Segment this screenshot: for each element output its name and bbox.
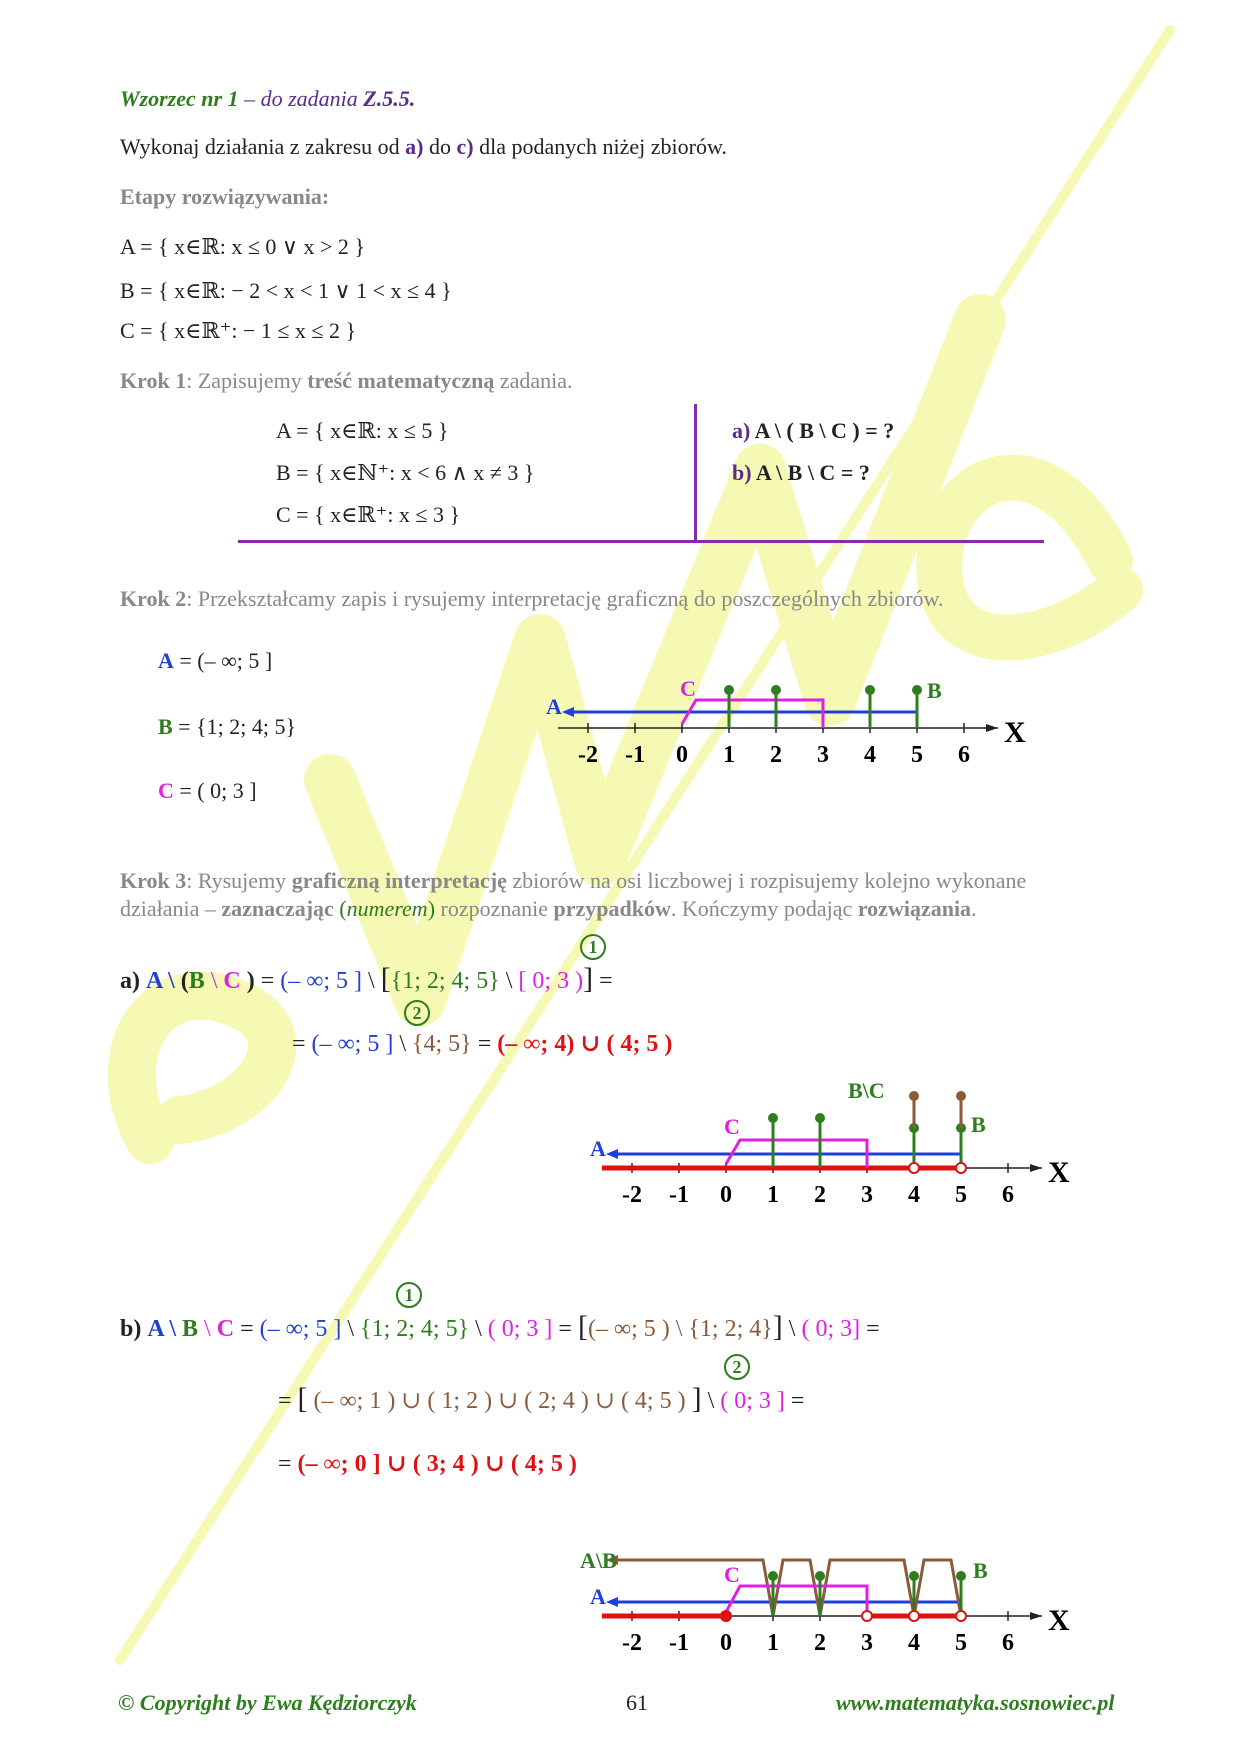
- title-mid: – do zadania: [238, 86, 364, 111]
- set-c-value: = ( 0; 3 ]: [173, 778, 257, 803]
- krok3-line-1: [120, 868, 1026, 894]
- krok1-underline: [238, 540, 1044, 543]
- footer-url[interactable]: www.matematyka.sosnowiec.pl: [836, 1690, 1115, 1715]
- part-b-line2-minus: \: [701, 1388, 721, 1414]
- part-b-bracket-close: ]: [772, 1310, 783, 1343]
- set-b-label: B: [971, 1112, 986, 1137]
- general-set-b: B = { x∈ℝ: − 2 < x < 1 ∨ 1 < x ≤ 4 }: [120, 278, 452, 303]
- pattern-number: Wzorzec nr 1: [120, 86, 239, 111]
- part-b-B-set: {1; 2; 4; 5}: [360, 1316, 470, 1342]
- tick-label: -2: [622, 1182, 642, 1208]
- set-b-point-dot: [815, 1113, 825, 1123]
- intro-a: a): [405, 134, 424, 159]
- tick-label: -1: [669, 1182, 689, 1208]
- set-b-point-dot: [724, 685, 734, 695]
- open-endpoint: [909, 1163, 919, 1173]
- number-line-part-b: [580, 1500, 1170, 1656]
- part-b-line2-eq2: =: [784, 1388, 805, 1414]
- case-number-b1: [396, 1282, 422, 1308]
- set-b-label: B: [973, 1558, 988, 1583]
- part-a-C-interval: [ 0; 3 ): [518, 968, 584, 994]
- part-b-line-2: [278, 1382, 804, 1416]
- krok1-line: [120, 368, 573, 394]
- set-b-name: B: [158, 714, 173, 739]
- krok1-bold: treść matematyczną: [307, 368, 495, 393]
- x-axis-arrow: [1030, 1612, 1042, 1620]
- part-a-line-2: [292, 1028, 672, 1058]
- part-b-minus-3: \: [782, 1316, 802, 1342]
- part-a-bracket-close: ]: [583, 962, 594, 995]
- krok3-text-4: rozpoznanie: [435, 896, 554, 921]
- tick-label: 2: [814, 1630, 826, 1656]
- tick-label: 4: [864, 742, 876, 768]
- part-b-minus-2: \: [469, 1316, 488, 1342]
- krok1-set-a: A = { x∈ℝ: x ≤ 5 }: [276, 418, 449, 443]
- part-a-paren: (: [174, 968, 189, 994]
- set-b-point-dot: [771, 685, 781, 695]
- krok3-bold-3: przypadków: [553, 896, 671, 921]
- x-axis-label: X: [1048, 1156, 1070, 1189]
- tick-label: 5: [955, 1182, 967, 1208]
- krok2-set-a: [158, 648, 272, 674]
- part-b-C: C: [216, 1316, 235, 1342]
- part-a-label: a): [120, 968, 140, 994]
- krok3-paren-open: (: [333, 896, 347, 921]
- set-c-label: C: [680, 676, 696, 701]
- x-axis-arrow: [1030, 1164, 1042, 1172]
- krok3-text-3: działania –: [120, 896, 222, 921]
- part-a-sep: \: [204, 968, 224, 994]
- krok3-line-2: [120, 896, 977, 922]
- tick-label: 0: [720, 1182, 732, 1208]
- set-a-name: A: [158, 648, 174, 673]
- krok1-text-2: zadania.: [494, 368, 573, 393]
- set-bc-label: B\C: [848, 1078, 885, 1103]
- part-b-A-interval: (– ∞; 5 ]: [259, 1316, 342, 1342]
- krok3-bold-2: zaznaczając: [221, 896, 334, 921]
- part-b-result: (– ∞; 0 ] ∪ ( 3; 4 ) ∪ ( 4; 5 ): [297, 1451, 577, 1477]
- part-b-sep: \: [198, 1316, 217, 1342]
- krok3-text-6: .: [971, 896, 977, 921]
- exercise-ref: Z.5.5.: [363, 86, 416, 111]
- tick-label: 5: [911, 742, 923, 768]
- open-endpoint: [956, 1163, 966, 1173]
- question-b: [732, 460, 870, 486]
- intro-text-1: Wykonaj działania z zakresu od: [120, 134, 400, 159]
- tick-label: 2: [814, 1182, 826, 1208]
- intro-line: [120, 134, 727, 160]
- tick-label: 3: [861, 1182, 873, 1208]
- general-set-c: C = { x∈ℝ⁺: − 1 ≤ x ≤ 2 }: [120, 318, 357, 343]
- set-c-label: C: [724, 1114, 740, 1139]
- krok2-label: Krok 2: [120, 586, 187, 611]
- tick-label: 6: [1002, 1182, 1014, 1208]
- set-b-point-dot: [956, 1571, 966, 1581]
- krok3-text-5: . Kończymy podając: [670, 896, 858, 921]
- tick-label: 6: [958, 742, 970, 768]
- part-a-line2-minus: \: [393, 1031, 412, 1057]
- number-line-krok2: [546, 660, 1100, 780]
- krok1-divider: [694, 404, 697, 542]
- tick-label: 6: [1002, 1630, 1014, 1656]
- part-a-C: C: [223, 968, 241, 994]
- footer-copyright: © Copyright by Ewa Kędziorczyk: [118, 1690, 417, 1715]
- part-a-line2-eq2: =: [471, 1031, 498, 1057]
- part-a-line2-eq: =: [292, 1031, 312, 1057]
- x-axis-arrow: [986, 724, 998, 732]
- part-b-eq-2: =: [552, 1316, 578, 1342]
- tick-label: 1: [767, 1630, 779, 1656]
- set-c-interval: [682, 700, 823, 728]
- part-b-eq-3: =: [860, 1316, 880, 1342]
- x-axis-label: X: [1004, 716, 1026, 749]
- tick-label: -2: [578, 742, 598, 768]
- pattern-title: [120, 86, 415, 112]
- open-endpoint: [862, 1611, 872, 1621]
- part-b-line2-bracket-open: [: [297, 1382, 308, 1415]
- tick-label: 3: [861, 1630, 873, 1656]
- stages-heading: Etapy rozwiązywania:: [120, 184, 330, 209]
- case-circle: 2: [724, 1354, 750, 1380]
- intro-text-2: do: [429, 134, 451, 159]
- case-number-a2: [404, 1000, 430, 1026]
- part-b-C-interval: ( 0; 3 ]: [487, 1316, 553, 1342]
- case-number-b2: [724, 1354, 750, 1380]
- part-a-A-interval: (– ∞; 5 ]: [280, 968, 363, 994]
- set-a-label: A: [590, 1584, 606, 1609]
- krok1-text-1: : Zapisujemy: [186, 368, 308, 393]
- open-endpoint: [909, 1611, 919, 1621]
- set-b-point-dot: [912, 685, 922, 695]
- tick-label: 3: [817, 742, 829, 768]
- krok2-line: [120, 586, 943, 612]
- intro-c: c): [456, 134, 474, 159]
- part-a-eq: =: [254, 968, 281, 994]
- set-b-point-dot: [768, 1113, 778, 1123]
- krok1-set-c: C = { x∈ℝ⁺: x ≤ 3 }: [276, 502, 461, 527]
- set-bc-point-dot: [956, 1091, 966, 1101]
- set-b-label: B: [927, 678, 942, 703]
- set-a-value: = (– ∞; 5 ]: [173, 648, 273, 673]
- tick-label: -2: [622, 1630, 642, 1656]
- set-c-label: C: [724, 1562, 740, 1587]
- part-a-B: B: [188, 968, 205, 994]
- part-a-A: A \: [146, 968, 175, 994]
- part-a-result: (– ∞; 4) ∪ ( 4; 5 ): [497, 1031, 673, 1057]
- part-b-line2-bracket-close: ]: [691, 1382, 702, 1415]
- part-b-label: b): [120, 1316, 142, 1342]
- case-circle: 1: [396, 1282, 422, 1308]
- question-a: [732, 418, 894, 444]
- part-a-eq-2: =: [593, 968, 613, 994]
- tick-label: 2: [770, 742, 782, 768]
- part-a-minus-2: \: [499, 968, 519, 994]
- krok3-text-1: : Rysujemy: [186, 868, 292, 893]
- part-a-close: ): [240, 968, 255, 994]
- case-circle: 2: [404, 1000, 430, 1026]
- case-number-a1: [580, 934, 606, 960]
- tick-label: -1: [669, 1630, 689, 1656]
- part-b-B: B: [182, 1316, 199, 1342]
- general-set-a: A = { x∈ℝ: x ≤ 0 ∨ x > 2 }: [120, 234, 365, 259]
- krok3-label: Krok 3: [120, 868, 187, 893]
- case-circle: 1: [580, 934, 606, 960]
- krok1-label: Krok 1: [120, 368, 187, 393]
- krok3-text-2: zbiorów na osi liczbowej i rozpisujemy kolejno wykonane: [506, 868, 1027, 893]
- krok3-paren-close: ): [427, 896, 436, 921]
- part-a-line2-set: {4; 5}: [411, 1031, 472, 1057]
- part-a-B-set: {1; 2; 4; 5}: [390, 968, 500, 994]
- question-b-label: b): [732, 460, 752, 485]
- set-b-point-dot: [768, 1571, 778, 1581]
- set-a-label: A: [590, 1136, 606, 1161]
- question-b-text: A \ B \ C = ?: [755, 460, 870, 485]
- x-axis-label: X: [1048, 1604, 1070, 1637]
- krok3-bold-1: graficzną interpretację: [291, 868, 507, 893]
- tick-label: 1: [767, 1182, 779, 1208]
- set-b-value: = {1; 2; 4; 5}: [172, 714, 297, 739]
- set-bc-point-dot: [909, 1091, 919, 1101]
- krok3-numerem: numerem: [346, 896, 428, 921]
- page-number: 61: [626, 1690, 648, 1715]
- part-b-C-interval-2: ( 0; 3]: [801, 1316, 861, 1342]
- part-b-line2-eq: =: [278, 1388, 298, 1414]
- question-a-label: a): [732, 418, 751, 443]
- krok2-set-c: [158, 778, 257, 804]
- krok1-set-b: B = { x∈ℕ⁺: x < 6 ∧ x ≠ 3 }: [276, 460, 535, 485]
- set-a-label: A: [546, 694, 562, 719]
- tick-label: 4: [908, 1182, 920, 1208]
- part-a-minus: \: [362, 968, 381, 994]
- question-a-text: A \ ( B \ C ) = ?: [754, 418, 895, 443]
- set-c-name: C: [158, 778, 174, 803]
- part-b-AB: (– ∞; 5 ) \ {1; 2; 4}: [587, 1316, 773, 1342]
- closed-endpoint: [720, 1610, 732, 1622]
- tick-label: -1: [625, 742, 645, 768]
- part-b-line2-C: ( 0; 3 ]: [720, 1388, 785, 1414]
- krok2-text: : Przekształcamy zapis i rysujemy interpretację graficzną do poszczególnych zbiorów.: [186, 586, 944, 611]
- tick-label: 4: [908, 1630, 920, 1656]
- set-b-point-dot: [815, 1571, 825, 1581]
- part-b-minus: \: [341, 1316, 361, 1342]
- tick-label: 1: [723, 742, 735, 768]
- part-b-A: A \: [147, 1316, 177, 1342]
- part-a-line-1: [120, 962, 613, 996]
- part-b-line2-union: (– ∞; 1 ) ∪ ( 1; 2 ) ∪ ( 2; 4 ) ∪ ( 4; 5 ): [307, 1388, 692, 1414]
- part-b-line-3: [278, 1448, 577, 1478]
- tick-label: 0: [720, 1630, 732, 1656]
- set-ab-label: A\B: [580, 1548, 617, 1573]
- part-a-line2-A: (– ∞; 5 ]: [311, 1031, 394, 1057]
- part-b-eq: =: [234, 1316, 260, 1342]
- tick-label: 0: [676, 742, 688, 768]
- open-endpoint: [956, 1611, 966, 1621]
- krok3-bold-4: rozwiązania: [857, 896, 972, 921]
- set-b-point-dot: [909, 1571, 919, 1581]
- number-line-part-a: [590, 1070, 1170, 1220]
- part-b-line3-eq: =: [278, 1451, 298, 1477]
- krok2-set-b: [158, 714, 296, 740]
- part-b-bracket-open: [: [577, 1310, 588, 1343]
- part-b-line-1: [120, 1310, 880, 1344]
- part-a-bracket-open: [: [380, 962, 391, 995]
- intro-text-3: dla podanych niżej zbiorów.: [479, 134, 727, 159]
- set-b-point-dot: [865, 685, 875, 695]
- tick-label: 5: [955, 1630, 967, 1656]
